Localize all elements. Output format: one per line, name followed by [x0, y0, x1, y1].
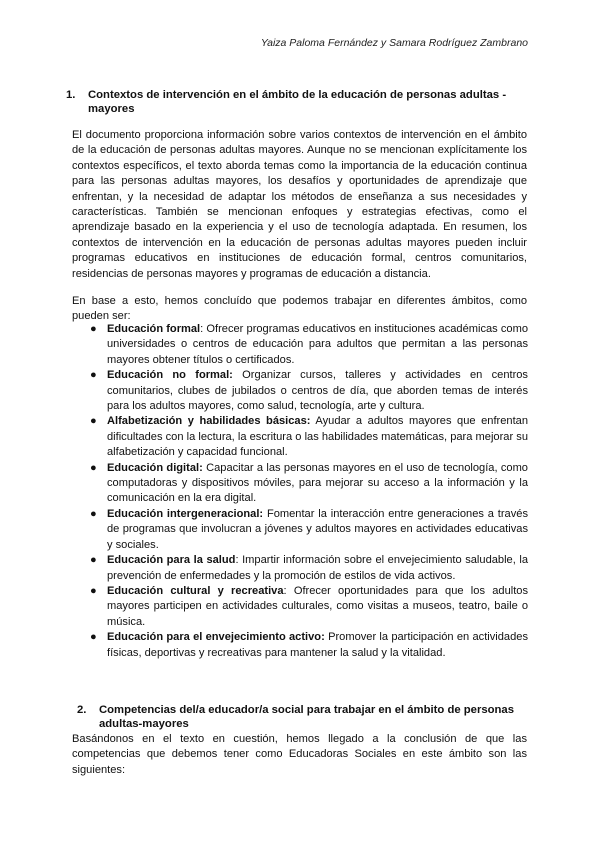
- list-item: [90, 368, 528, 414]
- section-1-title-line2: mayores: [88, 103, 135, 115]
- list-item-term: Educación no formal:: [107, 369, 233, 382]
- bullet-icon: ●: [90, 631, 97, 644]
- section-1-heading: [66, 88, 530, 116]
- list-item: ● Educación formal: Ofrecer programas educativos en instituciones académicas como universidades o centros de educación para adultos que permitan a las personas mayores obtener títulos o certificados.: [90, 323, 528, 366]
- list-item-text: Capacitar a las personas mayores en el uso de tecnología, como computadoras y dispositivos móviles, para mejorar su acceso a la información y la comunicación en la era digital.: [107, 461, 528, 505]
- list-item-term: Educación formal: [107, 323, 201, 335]
- list-item-term: Educación digital:: [107, 461, 203, 474]
- section-1-paragraph-1: El documento proporciona información sobre varios contextos de intervención en el ámbito de la educación de personas adultas mayores. Aunque no se mencionan explícitamente los contextos específicos, el texto aborda temas como la importancia de la educación continua para las personas adultas mayores, los desafíos y oportunidades de aprendizaje que enfrentan, y la necesidad de adaptar los métodos de enseñanza a sus necesidades y características. También se mencionan enfoques y estrategias efectivas, como el aprendizaje basado en la experiencia y el uso de tecnología adaptada. En resumen, los contextos de intervención en la educación de personas adultas mayores pueden incluir programas educativos en instituciones de educación formal, centros comunitarios, residencias de personas mayores y programas de educación a distancia.: [72, 129, 527, 280]
- section-2-paragraph-1: Basándonos en el texto en cuestión, hemos llegado a la conclusión de que las competencias que debemos tener como Educadoras Sociales en este ámbito son las siguientes:: [72, 733, 527, 776]
- list-item-text: Organizar cursos, talleres y actividades en centros comunitarios, clubes de jubilados o centros de día, que aborden temas de interés para los adultos mayores, como salud, tecnología, arte y cultura.: [107, 369, 528, 413]
- section-2-heading: [77, 703, 531, 731]
- list-item: [90, 507, 528, 553]
- list-item-term: Educación para la salud: [107, 554, 236, 567]
- list-item: [90, 414, 528, 460]
- list-item-text: Promover la participación en actividades físicas, deportivas y recreativas para mantener la salud y la vitalidad.: [107, 631, 528, 659]
- section-1-number: 1.: [66, 89, 76, 101]
- bullet-icon: ●: [90, 369, 97, 382]
- section-1-title-line1: Contextos de intervención en el ámbito de la educación de personas adultas -: [88, 89, 507, 101]
- bullet-icon: ●: [90, 461, 97, 474]
- list-item: [90, 461, 528, 507]
- list-item: [90, 630, 528, 661]
- bullet-icon: ●: [90, 584, 97, 597]
- list-item-text: Ofrecer programas educativos en instituciones académicas como universidades o centros de educación para adultos que permitan a las personas mayores obtener títulos o certificados.: [107, 323, 528, 366]
- list-item: ● Educación para la salud: Impartir información sobre el envejecimiento saludable, la prevención de enfermedades y la promoción de estilos de vida activos.: [90, 554, 528, 582]
- section-2-number: 2.: [77, 704, 87, 716]
- section-2-title-line1: Competencias del/a educador/a social para trabajar en el ámbito de personas: [99, 704, 514, 716]
- bullet-icon: ●: [90, 415, 97, 428]
- list-item-text: Ofrecer oportunidades para que los adultos mayores participen en actividades culturales, como visitas a museos, teatro, baile o música.: [107, 584, 528, 628]
- bullet-icon: ●: [90, 507, 97, 520]
- list-item-text: Ayudar a adultos mayores que enfrentan dificultades con la lectura, la escritura o las habilidades matemáticas, para mejorar su alfabetización y capacidad funcional.: [107, 415, 528, 459]
- list-item-term: Alfabetización y habilidades básicas:: [107, 415, 311, 428]
- list-item: ● Educación cultural y recreativa: Ofrecer oportunidades para que los adultos mayores participen en actividades culturales, como visitas a museos, teatro, baile o música.: [90, 584, 528, 628]
- section-1-paragraph-2: En base a esto, hemos concluído que podemos trabajar en diferentes ámbitos, como pueden ser:: [72, 295, 527, 323]
- list-item-term: Educación intergeneracional:: [107, 507, 264, 520]
- page-header-author: Yaiza Paloma Fernández y Samara Rodríguez Zambrano: [260, 37, 528, 49]
- list-item-term: Educación cultural y recreativa: [107, 584, 284, 597]
- list-item-term: Educación para el envejecimiento activo:: [107, 631, 325, 644]
- areas-list: [90, 322, 528, 661]
- list-item-text: Impartir información sobre el envejecimiento saludable, la prevención de enfermedades y la promoción de estilos de vida activos.: [107, 554, 528, 582]
- section-2-title-line2: adultas-mayores: [99, 718, 189, 730]
- bullet-icon: ●: [90, 554, 97, 567]
- bullet-icon: ●: [90, 323, 97, 335]
- list-item-text: Fomentar la interacción entre generaciones a través de programas que involucran a jóvenes y adultos mayores en actividades educativas y sociales.: [107, 507, 528, 551]
